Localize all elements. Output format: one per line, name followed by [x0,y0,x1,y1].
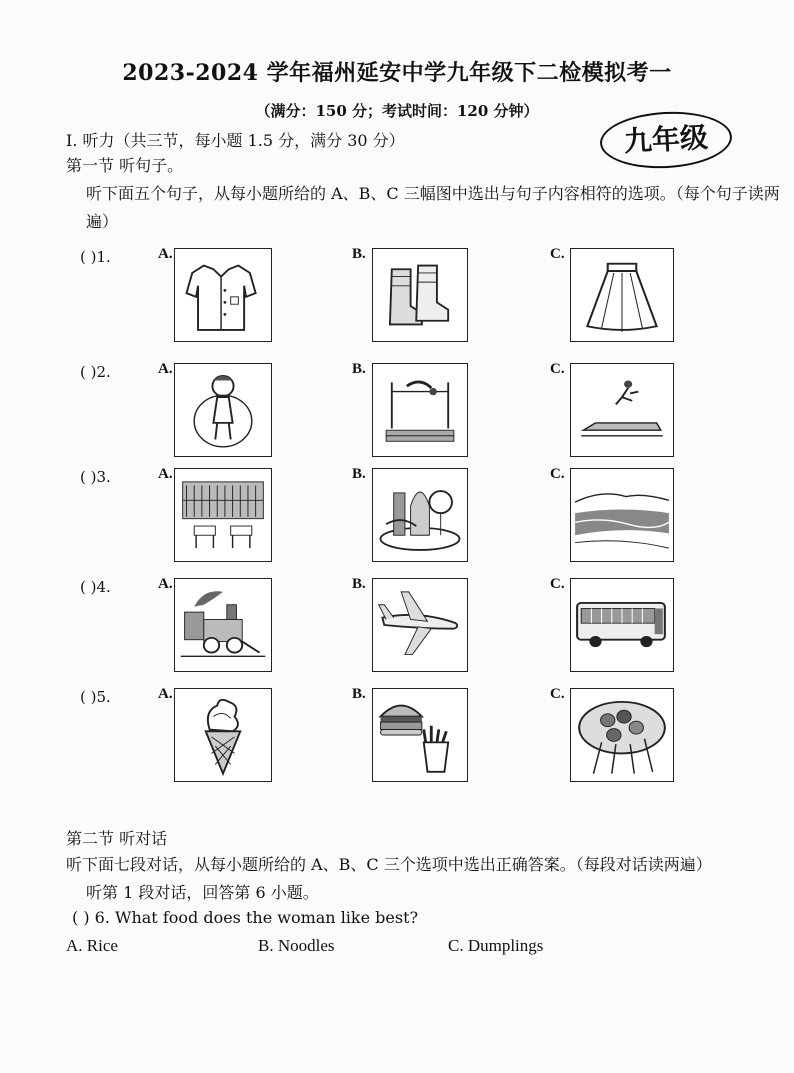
option-picture-c[interactable] [570,578,674,672]
option-picture-b[interactable] [372,248,468,342]
question-row-2 [0,355,794,465]
option-label-b: B. [352,246,366,262]
section1-instruction: 听下面五个句子，从每小题所给的 A、B、C 三幅图中选出与句子内容相符的选项。（每个句子读两遍） [86,184,780,231]
ice-cream-icon [175,689,271,781]
option-picture-b[interactable] [372,363,468,457]
boots-icon [373,249,467,341]
question-number[interactable]: ( )2. [80,363,111,381]
question-row-1 [0,240,794,350]
long-jump-icon [571,364,673,456]
train-icon [175,579,271,671]
exam-title: 2023-2024 学年福州延安中学九年级下二检模拟考一 [122,60,672,86]
question-row-5 [0,680,794,790]
section2-instruction: 听下面七段对话，从每小题所给的 A、B、C 三个选项中选出正确答案。（每段对话读两遍） [66,855,712,874]
question-number[interactable]: ( )5. [80,688,111,706]
option-label-c: C. [550,576,565,592]
option-picture-c[interactable] [570,688,674,782]
option-label-a: A. [158,576,173,592]
exam-subtitle: （满分：150 分；考试时间：120 分钟） [255,102,539,120]
grade-stamp: 九年级 [599,109,734,172]
library-icon [175,469,271,561]
option-label-a: A. [158,246,173,262]
choice-c[interactable]: C. Dumplings [448,936,544,955]
option-label-a: A. [158,361,173,377]
option-picture-c[interactable] [570,248,674,342]
option-picture-b[interactable] [372,688,468,782]
option-picture-a[interactable] [174,578,272,672]
shirt-icon [175,249,271,341]
question-row-3 [0,460,794,570]
option-picture-a[interactable] [174,688,272,782]
part1-heading: Ⅰ. 听力（共三节，每小题 1.5 分，满分 30 分） [66,131,405,150]
section2-title: 第二节 听对话 [66,829,168,848]
beach-icon [571,469,673,561]
option-picture-b[interactable] [372,468,468,562]
option-label-c: C. [550,686,565,702]
option-label-b: B. [352,361,366,377]
question-6: ( ) 6. What food does the woman like best? [72,908,419,927]
choice-b[interactable]: B. Noodles [258,936,335,955]
option-label-b: B. [352,686,366,702]
bus-icon [571,579,673,671]
section2-sub-instruction: 听第 1 段对话，回答第 6 小题。 [86,883,319,902]
option-picture-a[interactable] [174,248,272,342]
burger-fries-icon [373,689,467,781]
option-picture-a[interactable] [174,363,272,457]
question-number[interactable]: ( )4. [80,578,111,596]
option-picture-a[interactable] [174,468,272,562]
option-label-c: C. [550,361,565,377]
option-picture-c[interactable] [570,363,674,457]
choice-a[interactable]: A. Rice [66,936,118,955]
section1-title: 第一节 听句子。 [66,156,184,175]
option-label-c: C. [550,246,565,262]
skirt-icon [571,249,673,341]
question-row-4 [0,570,794,680]
high-jump-icon [373,364,467,456]
option-picture-b[interactable] [372,578,468,672]
option-label-c: C. [550,466,565,482]
option-label-b: B. [352,466,366,482]
airplane-icon [373,579,467,671]
option-label-a: A. [158,686,173,702]
option-label-a: A. [158,466,173,482]
option-picture-c[interactable] [570,468,674,562]
question-number[interactable]: ( )3. [80,468,111,486]
jump-rope-girl-icon [175,364,271,456]
option-label-b: B. [352,576,366,592]
question-number[interactable]: ( )1. [80,248,111,266]
kebab-plate-icon [571,689,673,781]
amusement-park-icon [373,469,467,561]
